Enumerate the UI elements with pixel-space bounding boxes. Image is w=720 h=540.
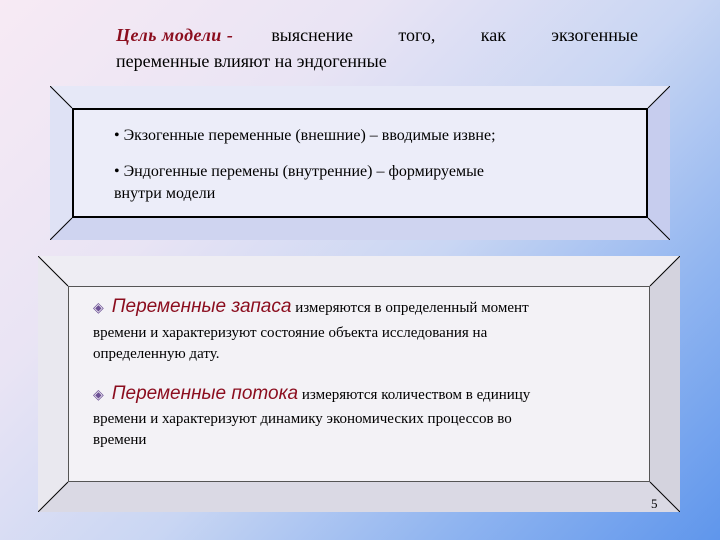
title-lead: Цель модели - xyxy=(116,25,234,45)
flow-variables-line3: времени xyxy=(93,432,147,448)
flow-variables-text: измеряются количеством в единицу xyxy=(301,387,531,403)
flow-variables-line2: времени и характеризуют динамику экономических процессов во xyxy=(93,411,512,427)
title-word: экзогенные xyxy=(551,25,638,45)
endogenous-item: • Эндогенные перемены (внутренние) – формируемые xyxy=(114,163,484,180)
title-word: как xyxy=(480,25,506,45)
endogenous-item-cont: внутри модели xyxy=(114,185,216,202)
title-line2: переменные влияют на эндогенные xyxy=(116,51,387,71)
stock-variables-text: измеряются в определенный момент xyxy=(295,300,529,316)
slide-title xyxy=(116,22,638,74)
diamond-bullet-icon: ◈ xyxy=(93,301,104,316)
title-word: того, xyxy=(398,25,436,45)
stock-variables-para xyxy=(93,296,529,319)
title-rest xyxy=(271,22,638,48)
stock-variables-line3: определенную дату. xyxy=(93,346,220,362)
flow-variables-para xyxy=(93,383,530,406)
title-word: выяснение xyxy=(271,25,354,45)
diamond-bullet-icon: ◈ xyxy=(93,388,104,403)
page-number: 5 xyxy=(651,496,658,511)
stock-variables-heading: Переменные запаса xyxy=(111,296,292,317)
stock-variables-line2: времени и характеризуют состояние объекта исследования на xyxy=(93,325,488,341)
flow-variables-heading: Переменные потока xyxy=(111,383,299,404)
exogenous-item: • Экзогенные переменные (внешние) – вводимые извне; xyxy=(114,127,496,144)
